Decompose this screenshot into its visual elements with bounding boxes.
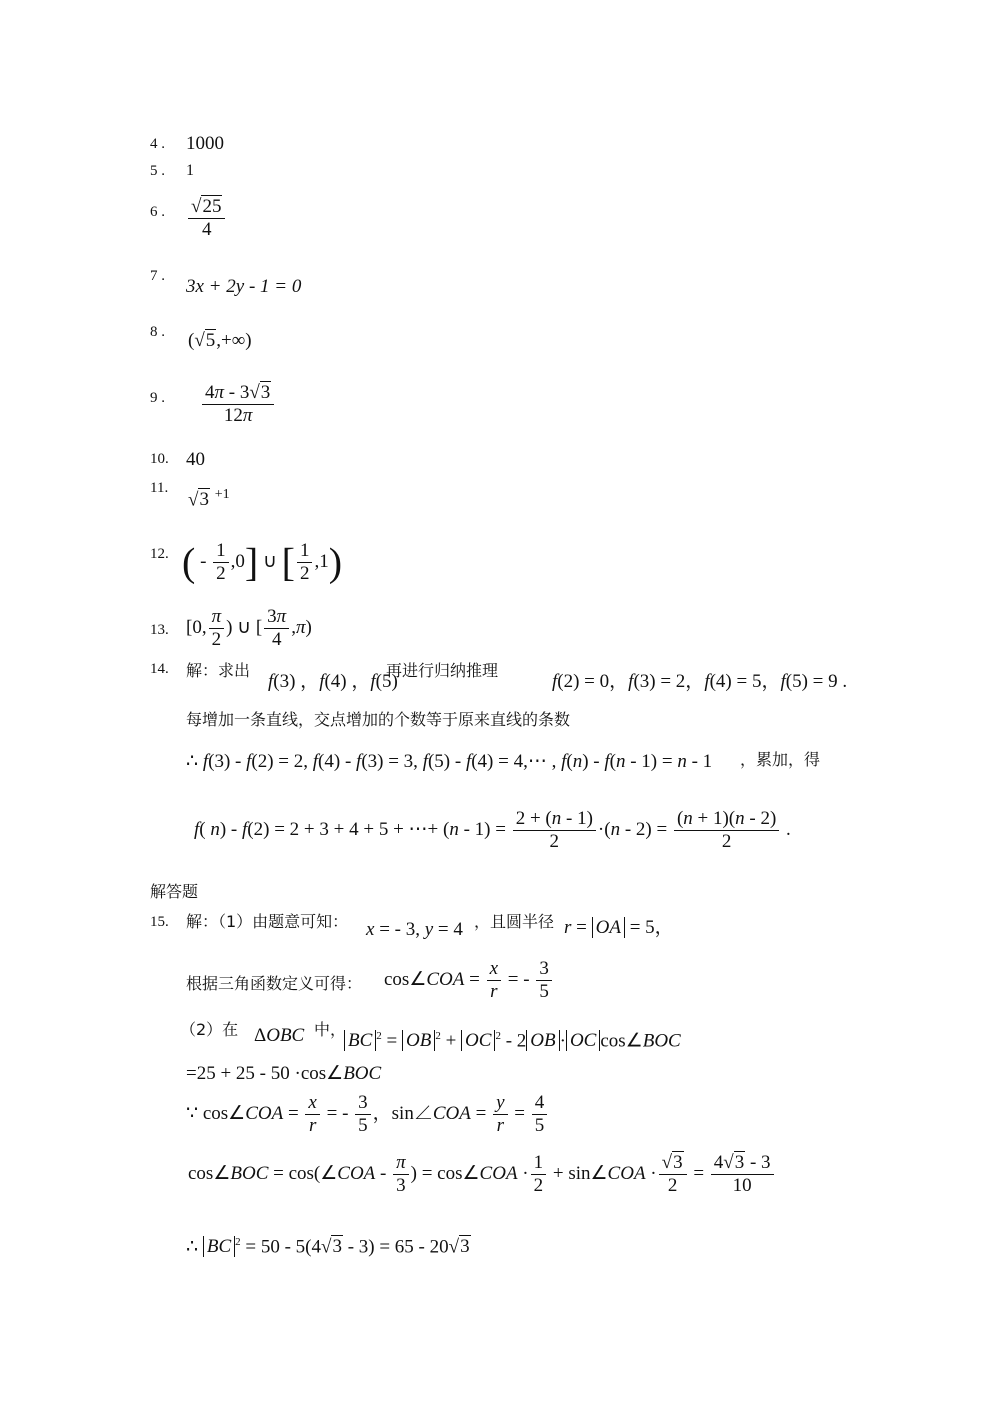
q15-definition: 根据三角函数定义可得：: [186, 974, 363, 993]
q15-cos-boc: cos∠BOC = cos(∠COA - $\frac{\pi}{3}$ ) = cos∠COA · $\frac{1}{2}$ + sin∠COA · $\frac{√3}{2}$ = $\frac{4√3 - 3}{10}$: [188, 1152, 776, 1197]
q15-triangle: ΔOBC: [254, 1025, 305, 1046]
item-number: 15.: [150, 914, 169, 930]
item-number: 6 .: [150, 204, 165, 220]
item-number: 11.: [150, 480, 169, 496]
q15-result: ∴ BC $^2$ = 50 - 5(4√3 - 3) = 65 - 20√3: [186, 1236, 470, 1258]
answer-4: 1000: [186, 133, 224, 154]
item-number: 13.: [150, 622, 169, 638]
q14-differences: ∴ f(3) - f(2) = 2, f(4) - f(3) = 3, f(5) - f(4) = 4,⋯ , f(n) - f(n - 1) = n - 1: [186, 751, 713, 772]
q15-radius: r = OA = 5，: [564, 917, 674, 938]
q14-intro: 解：求出: [186, 661, 251, 680]
item-number: 9 .: [150, 390, 165, 406]
q15-part2-b: 中，: [314, 1020, 347, 1039]
q14-sum-suffix: ，累加，得: [740, 750, 821, 769]
answer-9: $\frac{4\pi - 3√3}{12\pi}$: [200, 382, 276, 427]
section-title: 解答题: [150, 882, 199, 901]
item-number: 4 .: [150, 136, 165, 152]
answer-12: ( - $\frac{1}{2}$ ,0] ∪ [ $\frac{1}{2}$ ,1): [182, 539, 343, 585]
q15-xy: x = - 3, y = 4: [366, 919, 463, 940]
item-number: 5 .: [150, 163, 165, 179]
q15-cos: cos∠COA = $\frac{x}{r}$ = - $\frac{3}{5}$: [384, 958, 554, 1003]
answer-5: 1: [186, 162, 194, 179]
q15-step: =25 + 25 - 50 ·cos∠BOC: [186, 1063, 382, 1084]
q14-results: f(2) = 0，f(3) = 2，f(4) = 5，f(5) = 9 .: [552, 671, 848, 692]
q14-sum: f( n) - f(2) = 2 + 3 + 4 + 5 + ⋯+ (n - 1) = $\frac{2 + (n - 1)}{2}$ ·(n - 2) = $\frac{(n + 1)(n - 2)}{2}$ .: [194, 808, 791, 852]
answer-13: [0, $\frac{\pi}{2}$ ) ∪ [ $\frac{3\pi}{4}$ ,π): [186, 606, 312, 650]
q14-line2: 每增加一条直线，交点增加的个数等于原来直线的条数: [186, 710, 571, 729]
q14-fvalues: f(3) ，f(4) ，f(5): [268, 671, 398, 692]
item-number: 7 .: [150, 268, 165, 284]
q14-intro-2: 再进行归纳推理: [386, 661, 499, 680]
answer-11: √3 $^{+1}$: [188, 487, 230, 511]
item-number: 8 .: [150, 324, 165, 340]
item-number: 14.: [150, 661, 169, 677]
q15-law-cosines: BC $^2$ = OB $^2$ + OC $^2$ - 2 OB · OC cos∠BOC: [344, 1026, 681, 1051]
q15-part1-radius: ，且圆半径: [474, 912, 555, 931]
answer-6: $\frac{√25}{4}$: [186, 196, 227, 241]
q15-part2: （2）在: [180, 1020, 239, 1039]
q15-part1: 解：（1）由题意可知：: [186, 912, 349, 931]
item-number: 10.: [150, 451, 169, 467]
answer-7: 3x + 2y - 1 = 0: [186, 276, 302, 297]
answer-10: 40: [186, 449, 205, 470]
q15-because: ∵ cos∠COA = $\frac{x}{r}$ = - $\frac{3}{5}$ ，sin∠COA = $\frac{y}{r}$ = $\frac{4}{5}$: [186, 1092, 549, 1137]
item-number: 12.: [150, 546, 169, 562]
answer-8: (√5,+∞): [188, 330, 252, 351]
